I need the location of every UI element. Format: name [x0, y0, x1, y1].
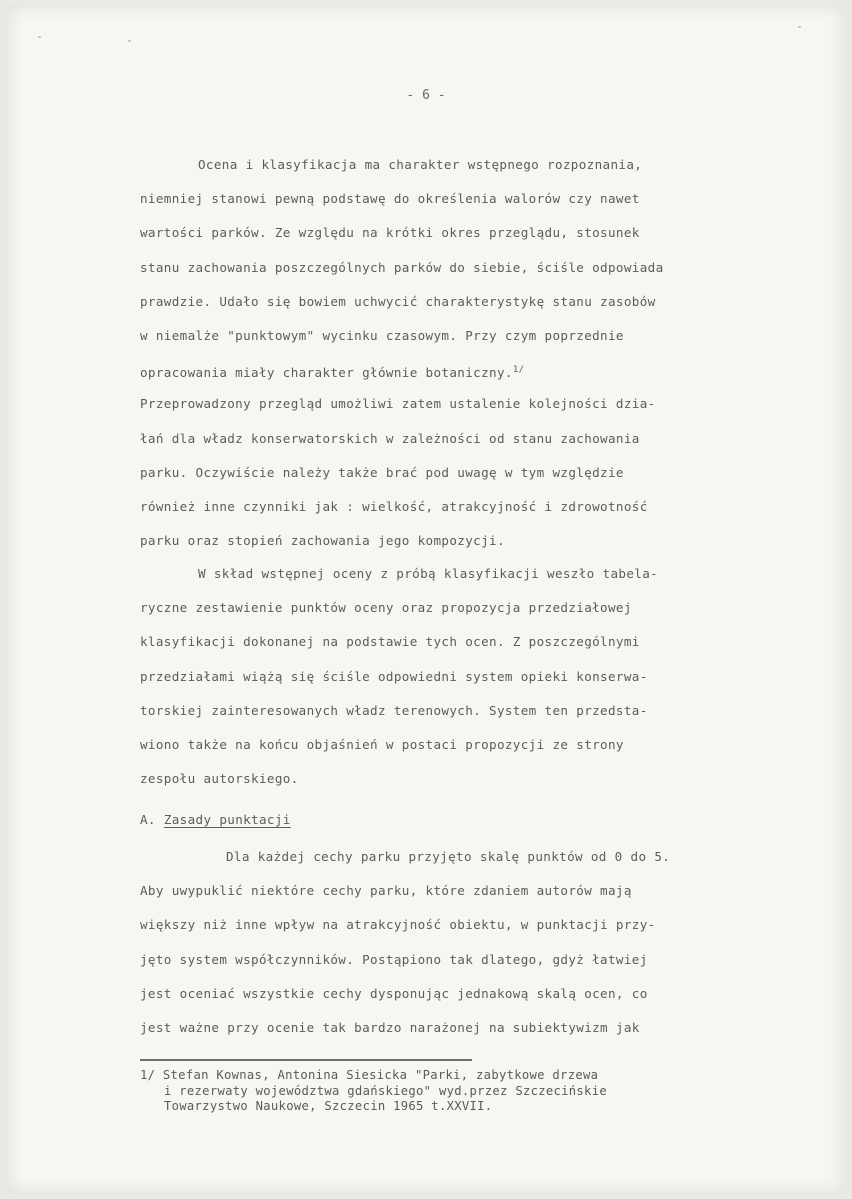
- text-line: stanu zachowania poszczególnych parków do siebie, ściśle odpowiada: [140, 259, 664, 275]
- text-line: większy niż inne wpływ na atrakcyjność obiektu, w punktacji przy-: [140, 917, 656, 933]
- text-line: również inne czynniki jak : wielkość, atrakcyjność i zdrowotność: [140, 498, 648, 514]
- text-line: prawdzie. Udało się bowiem uchwycić charakterystykę stanu zasobów: [140, 293, 656, 309]
- text-line: jęto system współczynników. Postąpiono tak dlatego, gdyż łatwiej: [140, 951, 648, 967]
- text-line: jest oceniać wszystkie cechy dysponując jednakową skalą ocen, co: [140, 985, 648, 1001]
- text-line: torskiej zainteresowanych władz terenowych. System ten przedsta-: [140, 702, 648, 718]
- text-line: Przeprowadzony przegląd umożliwi zatem ustalenie kolejności dzia-: [140, 396, 656, 412]
- scan-speck: [38, 36, 41, 38]
- scan-speck: [798, 26, 801, 28]
- footnote-line: 1/ Stefan Kownas, Antonina Siesicka "Parki, zabytkowe drzewa: [140, 1068, 599, 1082]
- page-number: - 6 -: [406, 88, 446, 103]
- text-line: łań dla władz konserwatorskich w zależności od stanu zachowania: [140, 430, 640, 446]
- section-marker: A.: [140, 812, 156, 827]
- text-line: Aby uwypuklić niektóre cechy parku, które zdaniem autorów mają: [140, 883, 632, 899]
- footnote-line: Towarzystwo Naukowe, Szczecin 1965 t.XXVII.: [164, 1099, 493, 1113]
- text-line: Dla każdej cechy parku przyjęto skalę punktów od 0 do 5.: [226, 849, 671, 864]
- paragraph-2: [140, 557, 820, 796]
- text-line: wartości parków. Ze względu na krótki okres przeglądu, stosunek: [140, 225, 640, 241]
- text-line: parku oraz stopień zachowania jego kompozycji.: [140, 533, 505, 549]
- text-line: niemniej stanowi pewną podstawę do określenia walorów czy nawet: [140, 191, 640, 207]
- paragraph-1: [140, 148, 820, 558]
- section-heading-line: [140, 803, 820, 837]
- footnote: [140, 1068, 820, 1115]
- footnote-reference: 1/: [512, 365, 525, 376]
- paragraph-3: [140, 840, 820, 1045]
- text-line: klasyfikacji dokonanej na podstawie tych ocen. Z poszczególnymi: [140, 634, 640, 650]
- text-line: przedziałami wiążą się ściśle odpowiedni system opieki konserwa-: [140, 668, 648, 684]
- section-a-heading: [140, 803, 820, 837]
- footnote-line: i rezerwaty województwa gdańskiego" wyd.przez Szczecińskie: [164, 1083, 607, 1098]
- section-title: Zasady punktacji: [163, 812, 291, 827]
- text-line-content: opracowania miały charakter głównie botaniczny.: [140, 365, 513, 381]
- scan-speck: [128, 40, 131, 42]
- text-line: W skład wstępnej oceny z próbą klasyfikacji weszło tabela-: [198, 566, 659, 581]
- text-line: Ocena i klasyfikacja ma charakter wstępnego rozpoznania,: [198, 157, 643, 172]
- footnote-separator: [140, 1059, 472, 1061]
- text-line: parku. Oczywiście należy także brać pod uwagę w tym względzie: [140, 464, 624, 480]
- text-line: [140, 353, 820, 387]
- text-line: jest ważne przy ocenie tak bardzo narażonej na subiektywizm jak: [140, 1019, 640, 1035]
- text-line: ryczne zestawienie punktów oceny oraz propozycja przedziałowej: [140, 600, 632, 616]
- text-line: wiono także na końcu objaśnień w postaci propozycji ze strony: [140, 736, 624, 752]
- text-line: zespołu autorskiego.: [140, 771, 299, 787]
- text-line: w niemalże "punktowym" wycinku czasowym. Przy czym poprzednie: [140, 327, 624, 343]
